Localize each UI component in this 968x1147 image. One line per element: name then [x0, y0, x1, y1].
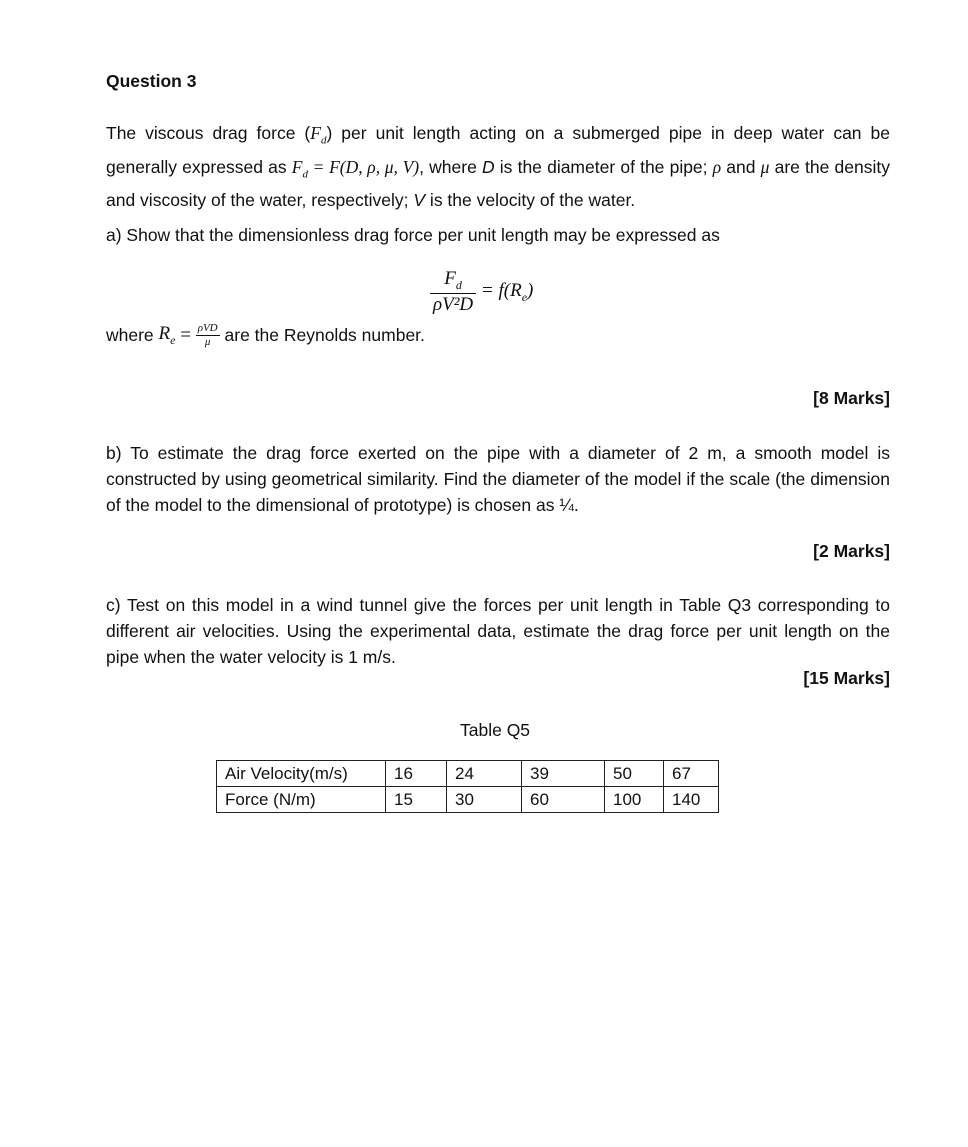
- rhs-close: ): [527, 279, 534, 301]
- intro-text-4: is the diameter of the pipe;: [494, 156, 713, 177]
- table-cell: 50: [605, 761, 664, 787]
- equation-numerator: [430, 268, 476, 294]
- re-denominator: μ: [204, 336, 211, 348]
- re-equals: =: [175, 324, 196, 346]
- num-f-subscript: d: [455, 277, 462, 292]
- equation-fraction: [430, 268, 476, 316]
- row-label-force: Force (N/m): [217, 787, 386, 813]
- intro-text-1: The viscous drag force (: [106, 123, 311, 143]
- table-cell: 60: [522, 787, 605, 813]
- fd-equation: [291, 156, 420, 180]
- where-text: where: [106, 325, 159, 345]
- re-numerator: ρVD: [197, 322, 218, 334]
- intro-text-6: are the density and viscosity of the water, respectively;: [106, 156, 890, 210]
- mu-symbol: μ: [760, 156, 770, 177]
- reynolds-line: [106, 322, 425, 349]
- fd-subscript: d: [320, 134, 327, 147]
- part-b-text: b) To estimate the drag force exerted on the pipe with a diameter of 2 m, a smooth model is constructed by using geometrical similarity. Find the diameter of the model if the scale (the dimension of the model to the dimensional of prototype) is chosen as ¼.: [106, 443, 890, 515]
- intro-text-5: and: [721, 156, 761, 177]
- table-cell: 24: [447, 761, 522, 787]
- table-cell: 67: [664, 761, 719, 787]
- table-cell: 15: [386, 787, 447, 813]
- table-row: [217, 787, 719, 813]
- part-b-marks: [2 Marks]: [813, 541, 890, 561]
- table-cell: 30: [447, 787, 522, 813]
- intro-text-3: , where: [419, 156, 482, 177]
- rhs-text: = f(R: [480, 279, 522, 301]
- question-heading: Question 3: [106, 71, 197, 91]
- re-symbol: [158, 323, 176, 347]
- equation-denominator: ρV²D: [433, 293, 474, 315]
- part-a-text: a) Show that the dimensionless drag force per unit length may be expressed as: [106, 225, 720, 245]
- fd-symbol: F: [310, 123, 321, 143]
- intro-paragraph: [106, 120, 890, 213]
- intro-text-2: ) per unit length acting on a submerged pipe in deep water can be generally expressed as: [106, 123, 890, 177]
- table-cell: 16: [386, 761, 447, 787]
- re-subscript: e: [170, 332, 176, 347]
- dimensionless-equation: [430, 268, 533, 316]
- intro-text-7: is the velocity of the water.: [425, 190, 636, 210]
- table-cell: 100: [605, 787, 664, 813]
- part-c-marks: [15 Marks]: [803, 668, 890, 688]
- data-table: [216, 760, 719, 813]
- rhs-subscript: e: [521, 289, 528, 304]
- eq-f: F: [291, 156, 303, 177]
- data-table-wrapper: [216, 760, 719, 813]
- rho-symbol: ρ: [712, 156, 722, 177]
- part-c-text: c) Test on this model in a wind tunnel give the forces per unit length in Table Q3 corresponding to different air velocities. Using the experimental data, estimate the drag force per unit length on the pipe when the water velocity is 1 m/s.: [106, 595, 890, 667]
- table-caption: Table Q5: [460, 720, 531, 740]
- equation-rhs: [480, 279, 534, 304]
- part-a-marks: [8 Marks]: [813, 388, 890, 408]
- eq-rest: = F(D, ρ, μ, V): [307, 156, 420, 177]
- num-f: F: [444, 268, 456, 289]
- v-symbol: V: [413, 190, 426, 210]
- reynolds-rest: are the Reynolds number.: [219, 325, 425, 345]
- re-fraction: [196, 322, 220, 349]
- eq-f-subscript: d: [302, 168, 308, 180]
- re-r: R: [158, 323, 171, 345]
- table-cell: 140: [664, 787, 719, 813]
- table-cell: 39: [522, 761, 605, 787]
- d-symbol: D: [481, 156, 495, 177]
- table-row: [217, 761, 719, 787]
- row-label-velocity: Air Velocity(m/s): [217, 761, 386, 787]
